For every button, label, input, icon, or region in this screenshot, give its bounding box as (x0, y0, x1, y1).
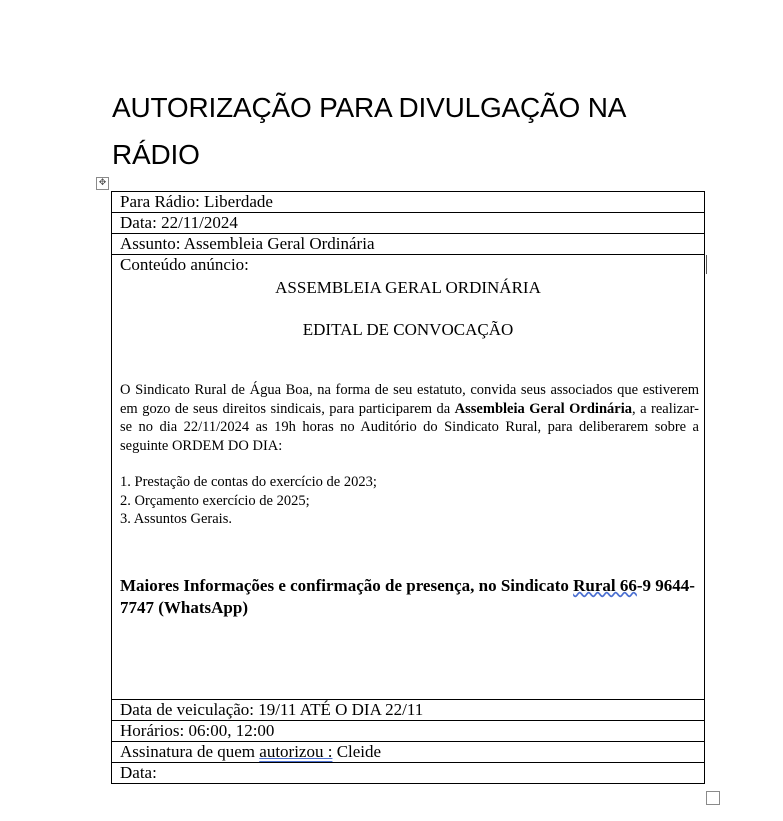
subject-label: Assunto: (120, 234, 181, 253)
text-cursor (706, 255, 707, 274)
table-row (112, 234, 705, 255)
radio-value: Liberdade (204, 192, 273, 211)
table-row (112, 213, 705, 234)
broadcast-label: Data de veiculação: (120, 700, 255, 719)
table-row (112, 255, 705, 700)
final-date-cell[interactable] (112, 763, 705, 784)
broadcast-cell[interactable] (112, 700, 705, 721)
list-item: 3. Assuntos Gerais. (120, 511, 232, 527)
content-label: Conteúdo anúncio: (120, 255, 249, 274)
signature-label: Assinatura de quem (120, 742, 256, 761)
body-bold: Assembleia Geral Ordinária (454, 400, 632, 417)
announcement-heading: ASSEMBLEIA GERAL ORDINÁRIA (275, 278, 541, 297)
list-item: 1. Prestação de contas do exercício de 2023; (120, 474, 377, 490)
date-cell[interactable] (112, 213, 705, 234)
info-part-2: -9 9644-7747 (WhatsApp) (120, 575, 695, 617)
table-move-handle-icon[interactable]: ✥ (96, 177, 109, 190)
date-label: Data: (120, 213, 157, 232)
final-date-label: Data: (120, 763, 157, 782)
table-row (112, 192, 705, 213)
authorization-form-table (111, 191, 705, 784)
signature-authorized: autorizou : (259, 742, 333, 761)
subject-value: Assembleia Geral Ordinária (183, 234, 375, 253)
document-title: AUTORIZAÇÃO PARA DIVULGAÇÃO NA RÁDIO (112, 92, 625, 170)
signature-cell[interactable] (112, 742, 705, 763)
times-label: Horários: (120, 721, 185, 740)
content-cell[interactable] (112, 255, 705, 700)
body-part-2: , a realizar-se no dia 22/11/2024 as 19h horas no Auditório do Sindicato Rural, para deliberarem sobre a seguinte ORDEM DO DIA: (120, 400, 700, 454)
agenda-list (120, 473, 696, 529)
contact-info (120, 575, 702, 620)
date-value: 22/11/2024 (161, 213, 238, 232)
info-part-1: Maiores Informações e confirmação de presença, no Sindicato (120, 575, 569, 595)
radio-cell[interactable] (112, 192, 705, 213)
announcement-body (120, 381, 699, 455)
subject-cell[interactable] (112, 234, 705, 255)
table-row (112, 763, 705, 784)
table-resize-handle-icon[interactable] (706, 791, 720, 805)
broadcast-value: 19/11 ATÉ O DIA 22/11 (258, 700, 424, 719)
list-item: 2. Orçamento exercício de 2025; (120, 492, 310, 509)
table-row (112, 700, 705, 721)
signature-value: Cleide (336, 742, 382, 761)
info-rural: Rural 66 (573, 575, 637, 595)
radio-label: Para Rádio: (120, 192, 200, 211)
times-cell[interactable] (112, 721, 705, 742)
times-value: 06:00, 12:00 (188, 721, 275, 740)
body-part-1: O Sindicato Rural de Água Boa, na forma de seu estatuto, convida seus associados que estiverem em gozo de seus direitos sindicais, para participarem da (120, 382, 699, 417)
table-row (112, 742, 705, 763)
table-row (112, 721, 705, 742)
announcement-subheading: EDITAL DE CONVOCAÇÃO (302, 320, 514, 339)
